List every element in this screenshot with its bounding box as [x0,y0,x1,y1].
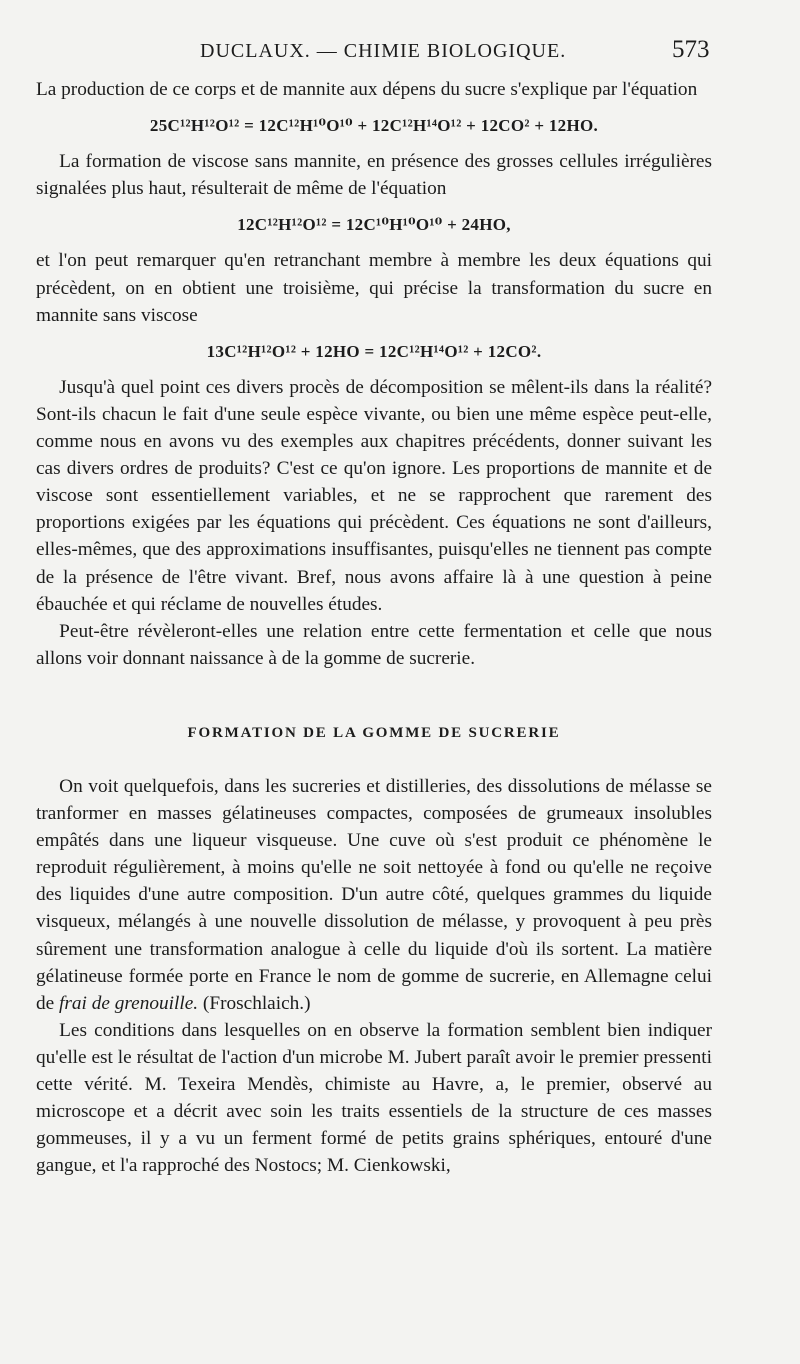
equation-1: 25C¹²H¹²O¹² = 12C¹²H¹⁰O¹⁰ + 12C¹²H¹⁴O¹² + 12CO² + 12HO. [149,116,599,136]
paragraph-1: La production de ce corps et de mannite aux dépens du sucre s'explique par l'équation [36,79,698,100]
section-title: FORMATION DE LA GOMME DE SUCRERIE [187,724,561,741]
paragraph-3: et l'on peut remarquer qu'en retranchant membre à membre les deux équations qui précèdent, on en obtient une troisième, qui précise la transformation du sucre en mannite sans viscose [36,250,712,326]
paragraph-6-end: (Froschlaich.) [202,992,311,1014]
paragraph-6 [36,773,712,1017]
paragraph-4: Jusqu'à quel point ces divers procès de décomposition se mêlent-ils dans la réalité? Sont-ils chacun le fait d'une seule espèce vivante, ou bien une même espèce peut-elle, comme nous en avons vu des exemples aux chapitres précédents, donner suivant les cas divers ordres de produits? C'est ce qu'on ignore. Les proportions de mannite et de viscose sont essentiellement variables, et ne se rapprochent que rarement des proportions exigées par les équations qui précèdent. Ces équations ne sont d'ailleurs, elles-mêmes, que des approximations insuffisantes, puisqu'elles ne tiennent pas compte de la présence de l'être vivant. Bref, nous avons affaire là à une question à peine ébauchée et qui réclame de nouvelles études. [36,376,712,615]
paragraph-2: La formation de viscose sans mannite, en présence des grosses cellules irrégulières signalées plus haut, résulterait de même de l'équation [36,151,712,200]
paragraph-5: Peut-être révèleront-elles une relation entre cette fermentation et celle que nous allons voir donnant naissance à de la gomme de sucrerie. [36,620,712,669]
page-number: 573 [672,36,710,63]
paragraph-6-italic: frai de grenouille. [59,992,199,1014]
paragraph-7: Les conditions dans lesquelles on en observe la formation semblent bien indiquer qu'elle est le résultat de l'action d'un microbe M. Jubert paraît avoir le premier pressenti cette vérité. M. Texeira Mendès, chimiste au Havre, a, le premier, observé au microscope et a décrit avec soin les traits essentiels de la structure de ces masses gommeuses, il y a vu un ferment formé de petits grains sphériques, entouré d'une gangue, et l'a rapproché des Nostocs; M. Cienkowski, [36,1019,712,1177]
page-header [0,36,800,70]
paragraph-6-text: On voit quelquefois, dans les sucreries et distilleries, des dissolutions de mélasse se tranformer en masses gélatineuses compactes, composées de grumeaux insolubles empâtés dans une liqueur visqueuse. Une cuve où s'est produit ce phénomène le reproduit régulièrement, à moins qu'elle ne soit nettoyée à fond ou qu'elle ne reçoive des liquides d'une autre composition. D'un autre côté, quelques grammes du liquide visqueux, mélangés à une nouvelle dissolution de mélasse, y provoquent à peu près sûrement une transformation analogue à celle du liquide d'où ils sortent. La matière gélatineuse formée porte en France le nom de gomme de sucrerie, en Allemagne celui de [36,775,712,1014]
equation-2: 12C¹²H¹²O¹² = 12C¹⁰H¹⁰O¹⁰ + 24HO, [237,215,511,235]
page-body [36,76,712,1179]
running-head: DUCLAUX. — CHIMIE BIOLOGIQUE. [200,40,567,62]
equation-3: 13C¹²H¹²O¹² + 12HO = 12C¹²H¹⁴O¹² + 12CO². [206,341,542,361]
